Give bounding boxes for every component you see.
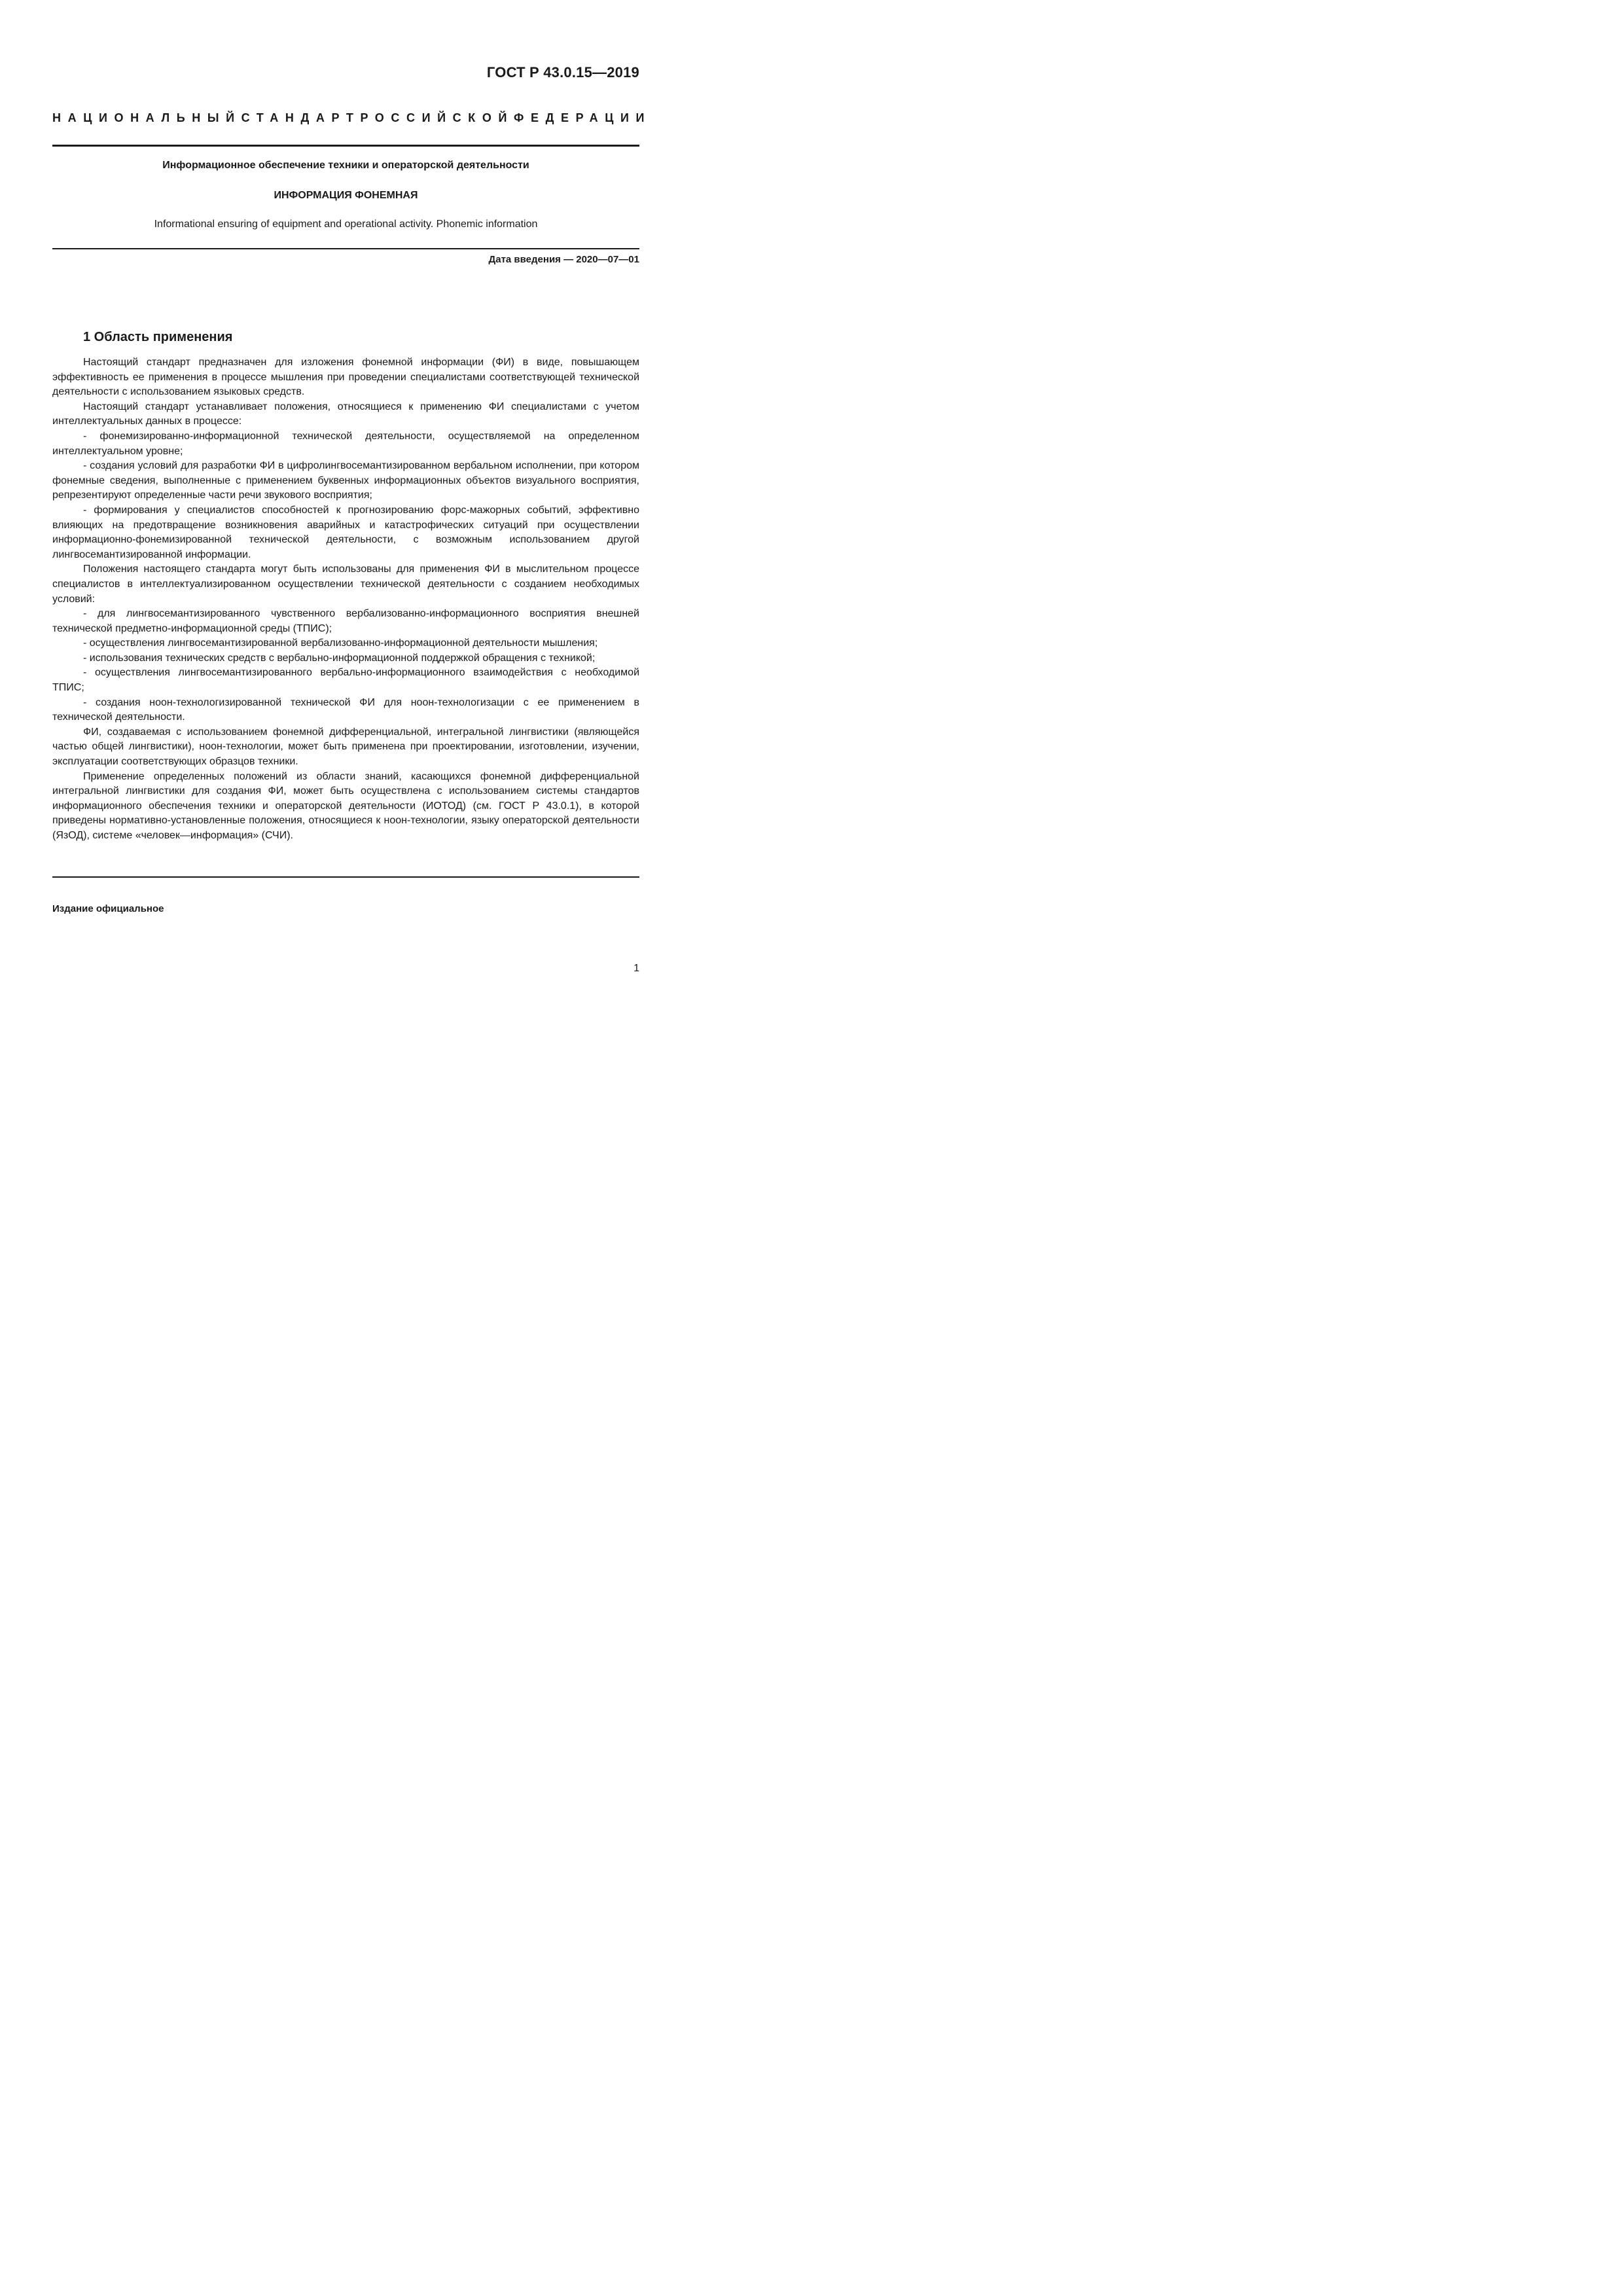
document-code: ГОСТ Р 43.0.15—2019	[486, 64, 639, 81]
list-item: - использования технических средств с вербально-информационной поддержкой обращения с техникой;	[83, 652, 596, 664]
list-item: - осуществления лингвосемантизированной вербализованно-информационной деятельности мышления;	[83, 637, 598, 649]
banner-word: НАЦИОНАЛЬНЫЙ	[52, 111, 241, 124]
introduction-date: Дата введения — 2020—07—01	[488, 254, 639, 265]
paragraph: Положения настоящего стандарта могут быть использованы для применения ФИ в мыслительном процессе специалистов в интеллектуализированном осуществлении технической деятельности с созданием необходимых условий:	[52, 564, 639, 605]
list-item: - для лингвосемантизированного чувственного вербализованно-информационного восприятия внешней технической предметно-информационной среды (ТПИС);	[52, 608, 639, 634]
paragraph: ФИ, создаваемая с использованием фонемной дифференциальной, интегральной лингвистики (являющейся частью общей лингвистики), ноон-технологии, может быть применена при проектировании, изготовлении, изучении, эксплуатации соответствующих образцов техники.	[52, 726, 639, 768]
banner-word: ФЕДЕРАЦИИ	[514, 111, 652, 124]
list-item: - осуществления лингвосемантизированного вербально-информационного взаимодействия с необходимой ТПИС;	[52, 667, 639, 694]
paragraph: Применение определенных положений из области знаний, касающихся фонемной дифференциальной интегральной лингвистики для создания ФИ, может быть осуществлена с использованием системы стандартов информационного обеспечения техники и операторской деятельности (ИОТОД) (см. ГОСТ Р 43.0.1), в которой приведены нормативно-установленные положения, относящиеся к ноон-технологии, языку операторской деятельности (ЯзОД), системе «человек—информация» (СЧИ).	[52, 770, 639, 841]
edition-note: Издание официальное	[52, 903, 164, 914]
page-number: 1	[633, 963, 639, 974]
banner-word: СТАНДАРТ	[241, 111, 361, 124]
standard-banner	[52, 111, 652, 125]
title-divider	[52, 248, 639, 249]
list-item: - создания условий для разработки ФИ в цифролингвосемантизированном вербальном исполнении, при котором фонемные сведения, выполненные с применением буквенных информационных объектов визуального восприятия, репрезентируют определенные части речи звукового восприятия;	[52, 460, 639, 501]
list-item: - формирования у специалистов способностей к прогнозированию форс-мажорных событий, эффективно влияющих на предотвращение возникновения аварийных и катастрофических ситуаций при осуществлении информационно-фонемизированной технической деятельности, с возможным использованием другой лингвосемантизированной информации.	[52, 504, 639, 560]
list-item: - создания ноон-технологизированной технической ФИ для ноон-технологизации с ее применением в технической деятельности.	[52, 696, 639, 723]
series-title: Информационное обеспечение техники и операторской деятельности	[162, 160, 529, 171]
header-divider	[52, 145, 639, 147]
english-title: Informational ensuring of equipment and operational activity. Phonemic information	[154, 219, 538, 230]
section-body	[52, 355, 639, 844]
document-title: ИНФОРМАЦИЯ ФОНЕМНАЯ	[274, 190, 418, 201]
footer-divider	[52, 876, 639, 878]
section-heading: 1 Область применения	[83, 330, 233, 344]
paragraph: Настоящий стандарт предназначен для изложения фонемной информации (ФИ) в виде, повышающем эффективность ее применения в процессе мышления при проведении специалистами соответствующей технической деятельности с использованием языковых средств.	[52, 357, 639, 398]
list-item: - фонемизированно-информационной технической деятельности, осуществляемой на определенном интеллектуальном уровне;	[52, 430, 639, 457]
banner-word: РОССИЙСКОЙ	[360, 111, 514, 124]
paragraph: Настоящий стандарт устанавливает положения, относящиеся к применению ФИ специалистами с учетом интеллектуальных данных в процессе:	[52, 401, 639, 427]
